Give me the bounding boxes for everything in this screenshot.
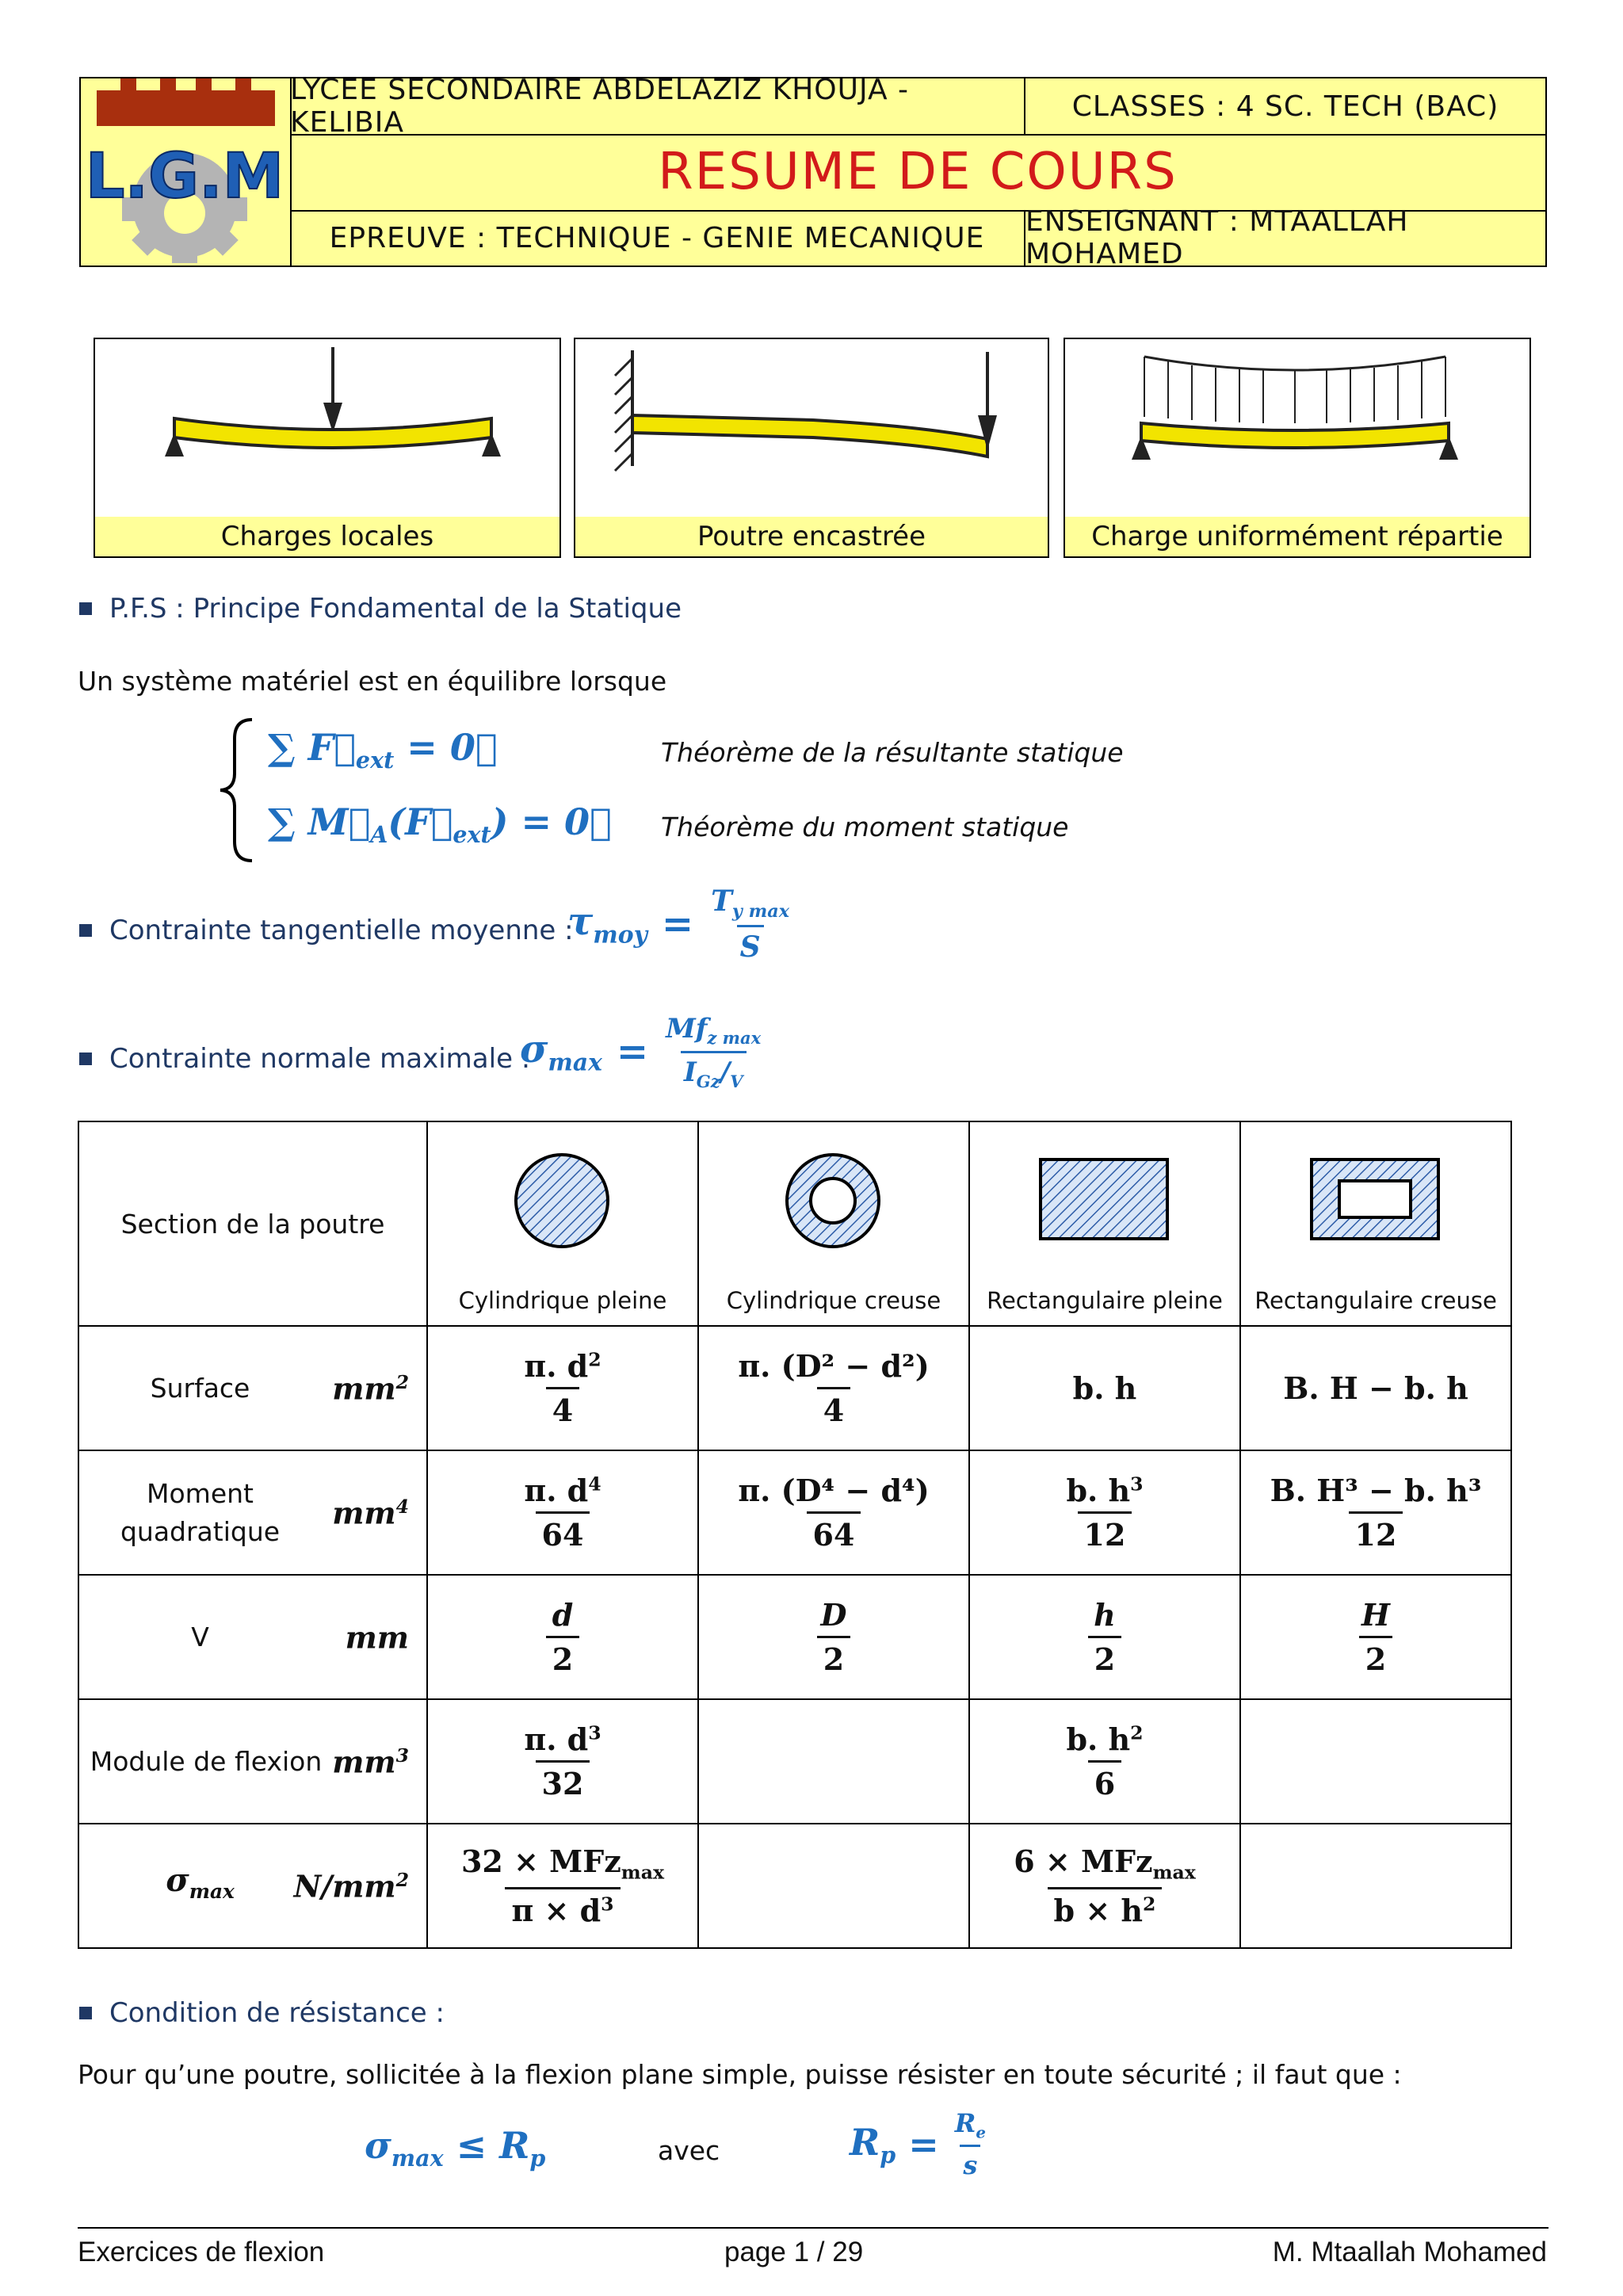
cell-surface-rect-pleine: b. h [969, 1326, 1240, 1450]
point-load-beam-icon [95, 339, 559, 517]
classes-label: CLASSES : 4 SC. TECH (BAC) [1071, 90, 1499, 123]
header-table [79, 74, 1547, 270]
table-row [78, 1824, 1511, 1948]
condition-inequality: $\sigma_{max} \le R_p$ [365, 2124, 546, 2172]
section-cylindrique-creuse: Cylindrique creuse [698, 1121, 969, 1326]
pfs-eq2-label: Théorème du moment statique [661, 812, 1069, 842]
condition-text: Pour qu’une poutre, sollicitée à la flexion plane simple, puisse résister en toute sécurité ; il faut que : [78, 2059, 1402, 2090]
pfs-equation-2: ∑ $M⃗_A(F⃗_{ext})$ = 0⃗ [268, 800, 612, 849]
cell-sigma-rect-pleine: 6 × MFz$_{max}$ $b \times h^2$ [969, 1824, 1240, 1948]
page-title: RESUME DE COURS [658, 143, 1178, 201]
figure-charge-uniforme [1064, 338, 1531, 558]
hollow-rectangle-section-icon [1309, 1157, 1442, 1244]
pfs-heading: P.F.S : Principe Fondamental de la Statique [79, 593, 682, 625]
cell-mq-rect-creuse: $\frac{\text{B. H³ − b. h³}}{12}$ [1240, 1450, 1511, 1575]
cell-v-rect-pleine: $\frac{h}{2}$ [969, 1575, 1240, 1699]
table-row [78, 1121, 1511, 1326]
section-rectangulaire-pleine: Rectangulaire pleine [969, 1121, 1240, 1326]
figure-charges-locales [94, 338, 561, 558]
row-label-sigma-max: $\sigma_{max}$ $N/mm^2$ [78, 1824, 427, 1948]
cell-mf-cyl-creuse [698, 1699, 969, 1824]
sigma-heading: Contrainte normale maximale : [79, 1043, 530, 1075]
row-label-v: V mm [78, 1575, 427, 1699]
cell-mf-rect-pleine: $\frac{b. h^2}{6}$ [969, 1699, 1240, 1824]
bullet-square-icon [79, 2007, 92, 2019]
pfs-equation-1: ∑ $F⃗_{ext}$ = 0⃗ [268, 726, 498, 774]
table-row [78, 1699, 1511, 1824]
table-row [78, 1450, 1511, 1575]
hollow-circle-section-icon [781, 1149, 884, 1252]
table-row [78, 1326, 1511, 1450]
sigma-formula: $\sigma_{max}$ = $Mf_{z max}$ $I_{Gz}/_V$ [520, 1013, 762, 1091]
footer-left: Exercices de flexion [78, 2237, 325, 2267]
cell-mq-cyl-creuse: $\frac{\text{π. (D⁴ − d⁴)}}{64}$ [698, 1450, 969, 1575]
cell-v-cyl-pleine: $\frac{d}{2}$ [427, 1575, 698, 1699]
cell-surface-cyl-pleine: $\frac{\pi. d^2}{4}$ [427, 1326, 698, 1450]
enseignant-label: ENSEIGNANT : MTAALLAH MOHAMED [1025, 205, 1409, 270]
epreuve-label: EPREUVE : TECHNIQUE - GENIE MECANIQUE [329, 221, 985, 254]
cell-mq-rect-pleine: $\frac{b. h^3}{12}$ [969, 1450, 1240, 1575]
rp-formula: $R_p$ = $\frac{R_e}{s}$ [850, 2108, 986, 2181]
cell-surface-cyl-creuse: $\frac{\text{π. (D² − d²)}}{4}$ [698, 1326, 969, 1450]
footer-rule [78, 2227, 1549, 2229]
row-label-module-flexion: Module de flexion $mm^3$ [78, 1699, 427, 1824]
section-cylindrique-pleine: Cylindrique pleine [427, 1121, 698, 1326]
table-header-cell: Section de la poutre [78, 1121, 427, 1326]
bullet-square-icon [79, 602, 92, 615]
cell-sigma-cyl-pleine: 32 × MFz$_{max}$ $\pi \times d^3$ [427, 1824, 698, 1948]
brace-icon [217, 716, 255, 864]
avec-label: avec [658, 2135, 720, 2166]
distributed-load-beam-icon [1065, 339, 1529, 517]
svg-text:L.G.M: L.G.M [85, 141, 285, 212]
figure-caption: Poutre encastrée [575, 517, 1048, 556]
bullet-square-icon [79, 924, 92, 937]
bullet-square-icon [79, 1052, 92, 1065]
pfs-intro: Un système matériel est en équilibre lorsque [78, 666, 667, 697]
pfs-eq1-label: Théorème de la résultante statique [661, 737, 1124, 768]
cell-v-rect-creuse: $\frac{H}{2}$ [1240, 1575, 1511, 1699]
table-row [78, 1575, 1511, 1699]
section-table [78, 1121, 1512, 1949]
cell-mf-rect-creuse [1240, 1699, 1511, 1824]
cell-v-cyl-creuse: $\frac{D}{2}$ [698, 1575, 969, 1699]
solid-rectangle-section-icon [1038, 1157, 1171, 1244]
school-name: LYCEE SECONDAIRE ABDELAZIZ KHOUJA - KELIBIA [290, 74, 909, 139]
figure-caption: Charge uniformément répartie [1065, 517, 1529, 556]
row-label-moment-quadratique: Moment quadratique $mm^4$ [78, 1450, 427, 1575]
tau-heading: Contrainte tangentielle moyenne : [79, 915, 574, 946]
condition-heading: Condition de résistance : [79, 1997, 445, 2029]
cell-sigma-cyl-creuse [698, 1824, 969, 1948]
tau-formula: $\tau_{moy}$ = $T_{y max}$ S [567, 884, 790, 965]
cell-mq-cyl-pleine: $\frac{\pi. d^4}{64}$ [427, 1450, 698, 1575]
gear-logo-icon [81, 78, 288, 266]
figure-poutre-encastree [574, 338, 1049, 558]
cantilever-beam-icon [575, 339, 1048, 517]
cell-sigma-rect-creuse [1240, 1824, 1511, 1948]
row-label-surface: Surface $mm^2$ [78, 1326, 427, 1450]
section-rectangulaire-creuse: Rectangulaire creuse [1240, 1121, 1511, 1326]
footer-author: M. Mtaallah Mohamed [1272, 2237, 1547, 2267]
figure-caption: Charges locales [95, 517, 559, 556]
cell-mf-cyl-pleine: $\frac{\pi. d^3}{32}$ [427, 1699, 698, 1824]
school-logo [81, 78, 292, 266]
cell-surface-rect-creuse: B. H − b. h [1240, 1326, 1511, 1450]
solid-circle-section-icon [510, 1149, 613, 1252]
footer-page-number: page 1 / 29 [724, 2237, 864, 2267]
